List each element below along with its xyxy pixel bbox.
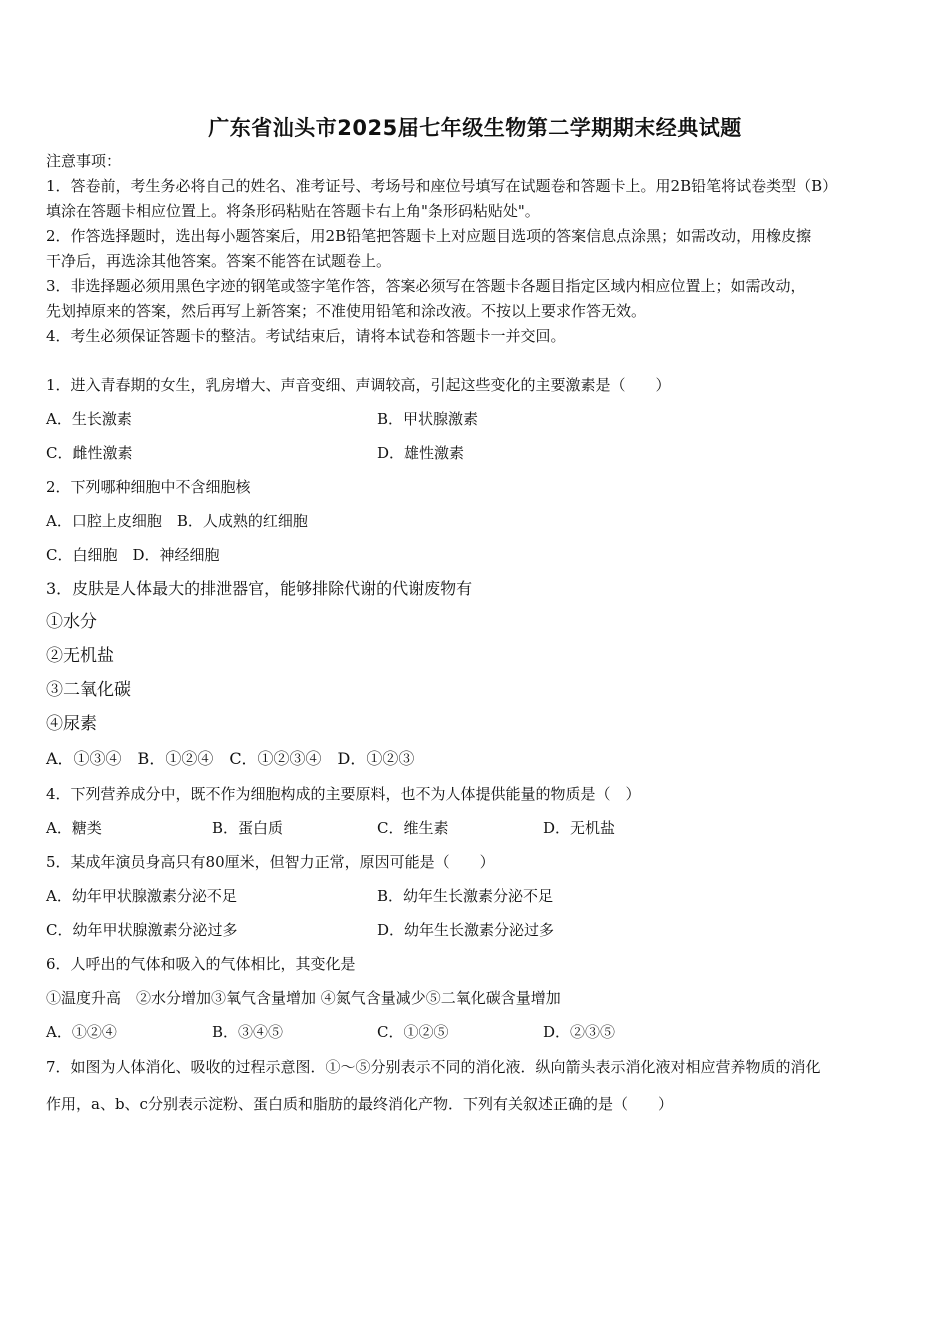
q1-option-d: D．雄性激素 (377, 444, 465, 462)
question-7-stem-line1: 7．如图为人体消化、吸收的过程示意图．①～⑤分别表示不同的消化液．纵向箭头表示消化液对相应营养物质的消化 (46, 1058, 821, 1076)
q5-option-d: D．幼年生长激素分泌过多 (377, 921, 555, 939)
notice-line: 先划掉原来的答案，然后再写上新答案；不准使用铅笔和涂改液。不按以上要求作答无效。 (46, 302, 647, 320)
q5-option-a: A．幼年甲状腺激素分泌不足 (46, 887, 237, 905)
q6-option-c: C．①②⑤ (377, 1023, 449, 1041)
notice-line: 填涂在答题卡相应位置上。将条形码粘贴在答题卡右上角"条形码粘贴处"。 (46, 202, 540, 220)
notice-line: 4．考生必须保证答题卡的整洁。考试结束后，请将本试卷和答题卡一并交回。 (46, 327, 566, 345)
q4-option-b: B．蛋白质 (212, 819, 284, 837)
q3-options: A．①③④ B．①②④ C．①②③④ D．①②③ (46, 749, 415, 768)
notice-line: 3．非选择题必须用黑色字迹的钢笔或签字笔作答，答案必须写在答题卡各题目指定区域内相应位置上；如需改动， (46, 277, 806, 295)
q3-item: ①水分 (46, 612, 97, 632)
notice-line: 干净后，再选涂其他答案。答案不能答在试题卷上。 (46, 252, 392, 270)
question-6-stem: 6．人呼出的气体和吸入的气体相比，其变化是 (46, 955, 356, 973)
notice-heading: 注意事项： (46, 152, 122, 170)
q1-option-a: A．生长激素 (46, 410, 132, 428)
q3-item: ④尿素 (46, 714, 97, 734)
q1-option-b: B．甲状腺激素 (377, 410, 479, 428)
question-3-stem: 3．皮肤是人体最大的排泄器官，能够排除代谢的代谢废物有 (46, 579, 473, 598)
q4-option-c: C．维生素 (377, 819, 449, 837)
q3-item: ③二氧化碳 (46, 680, 131, 700)
q5-option-c: C．幼年甲状腺激素分泌过多 (46, 921, 238, 939)
q6-items: ①温度升高 ②水分增加③氧气含量增加 ④氮气含量减少⑤二氧化碳含量增加 (46, 989, 561, 1007)
question-1-stem: 1．进入青春期的女生，乳房增大、声音变细、声调较高，引起这些变化的主要激素是（ ） (46, 376, 671, 394)
q6-option-d: D．②③⑤ (543, 1023, 616, 1041)
page-title: 广东省汕头市2025届七年级生物第二学期期末经典试题 (208, 116, 742, 140)
q6-option-b: B．③④⑤ (212, 1023, 284, 1041)
q6-option-a: A．①②④ (46, 1023, 117, 1041)
notice-line: 1．答卷前，考生务必将自己的姓名、准考证号、考场号和座位号填写在试题卷和答题卡上。用2B铅笔将试卷类型（B） (46, 177, 838, 195)
q2-options-cd: C．白细胞 D．神经细胞 (46, 546, 220, 564)
question-7-stem-line2: 作用，a、b、c分别表示淀粉、蛋白质和脂肪的最终消化产物．下列有关叙述正确的是（ ） (46, 1095, 673, 1113)
question-2-stem: 2．下列哪种细胞中不含细胞核 (46, 478, 251, 496)
q1-option-c: C．雌性激素 (46, 444, 133, 462)
q2-options-ab: A．口腔上皮细胞 B．人成熟的红细胞 (46, 512, 308, 530)
notice-line: 2．作答选择题时，选出每小题答案后，用2B铅笔把答题卡上对应题目选项的答案信息点涂黑；如需改动，用橡皮擦 (46, 227, 812, 245)
q3-item: ②无机盐 (46, 646, 114, 666)
q4-option-d: D．无机盐 (543, 819, 616, 837)
question-4-stem: 4．下列营养成分中，既不作为细胞构成的主要原料，也不为人体提供能量的物质是（ ） (46, 785, 641, 803)
q4-option-a: A．糖类 (46, 819, 102, 837)
question-5-stem: 5．某成年演员身高只有80厘米，但智力正常，原因可能是（ ） (46, 853, 495, 871)
q5-option-b: B．幼年生长激素分泌不足 (377, 887, 554, 905)
